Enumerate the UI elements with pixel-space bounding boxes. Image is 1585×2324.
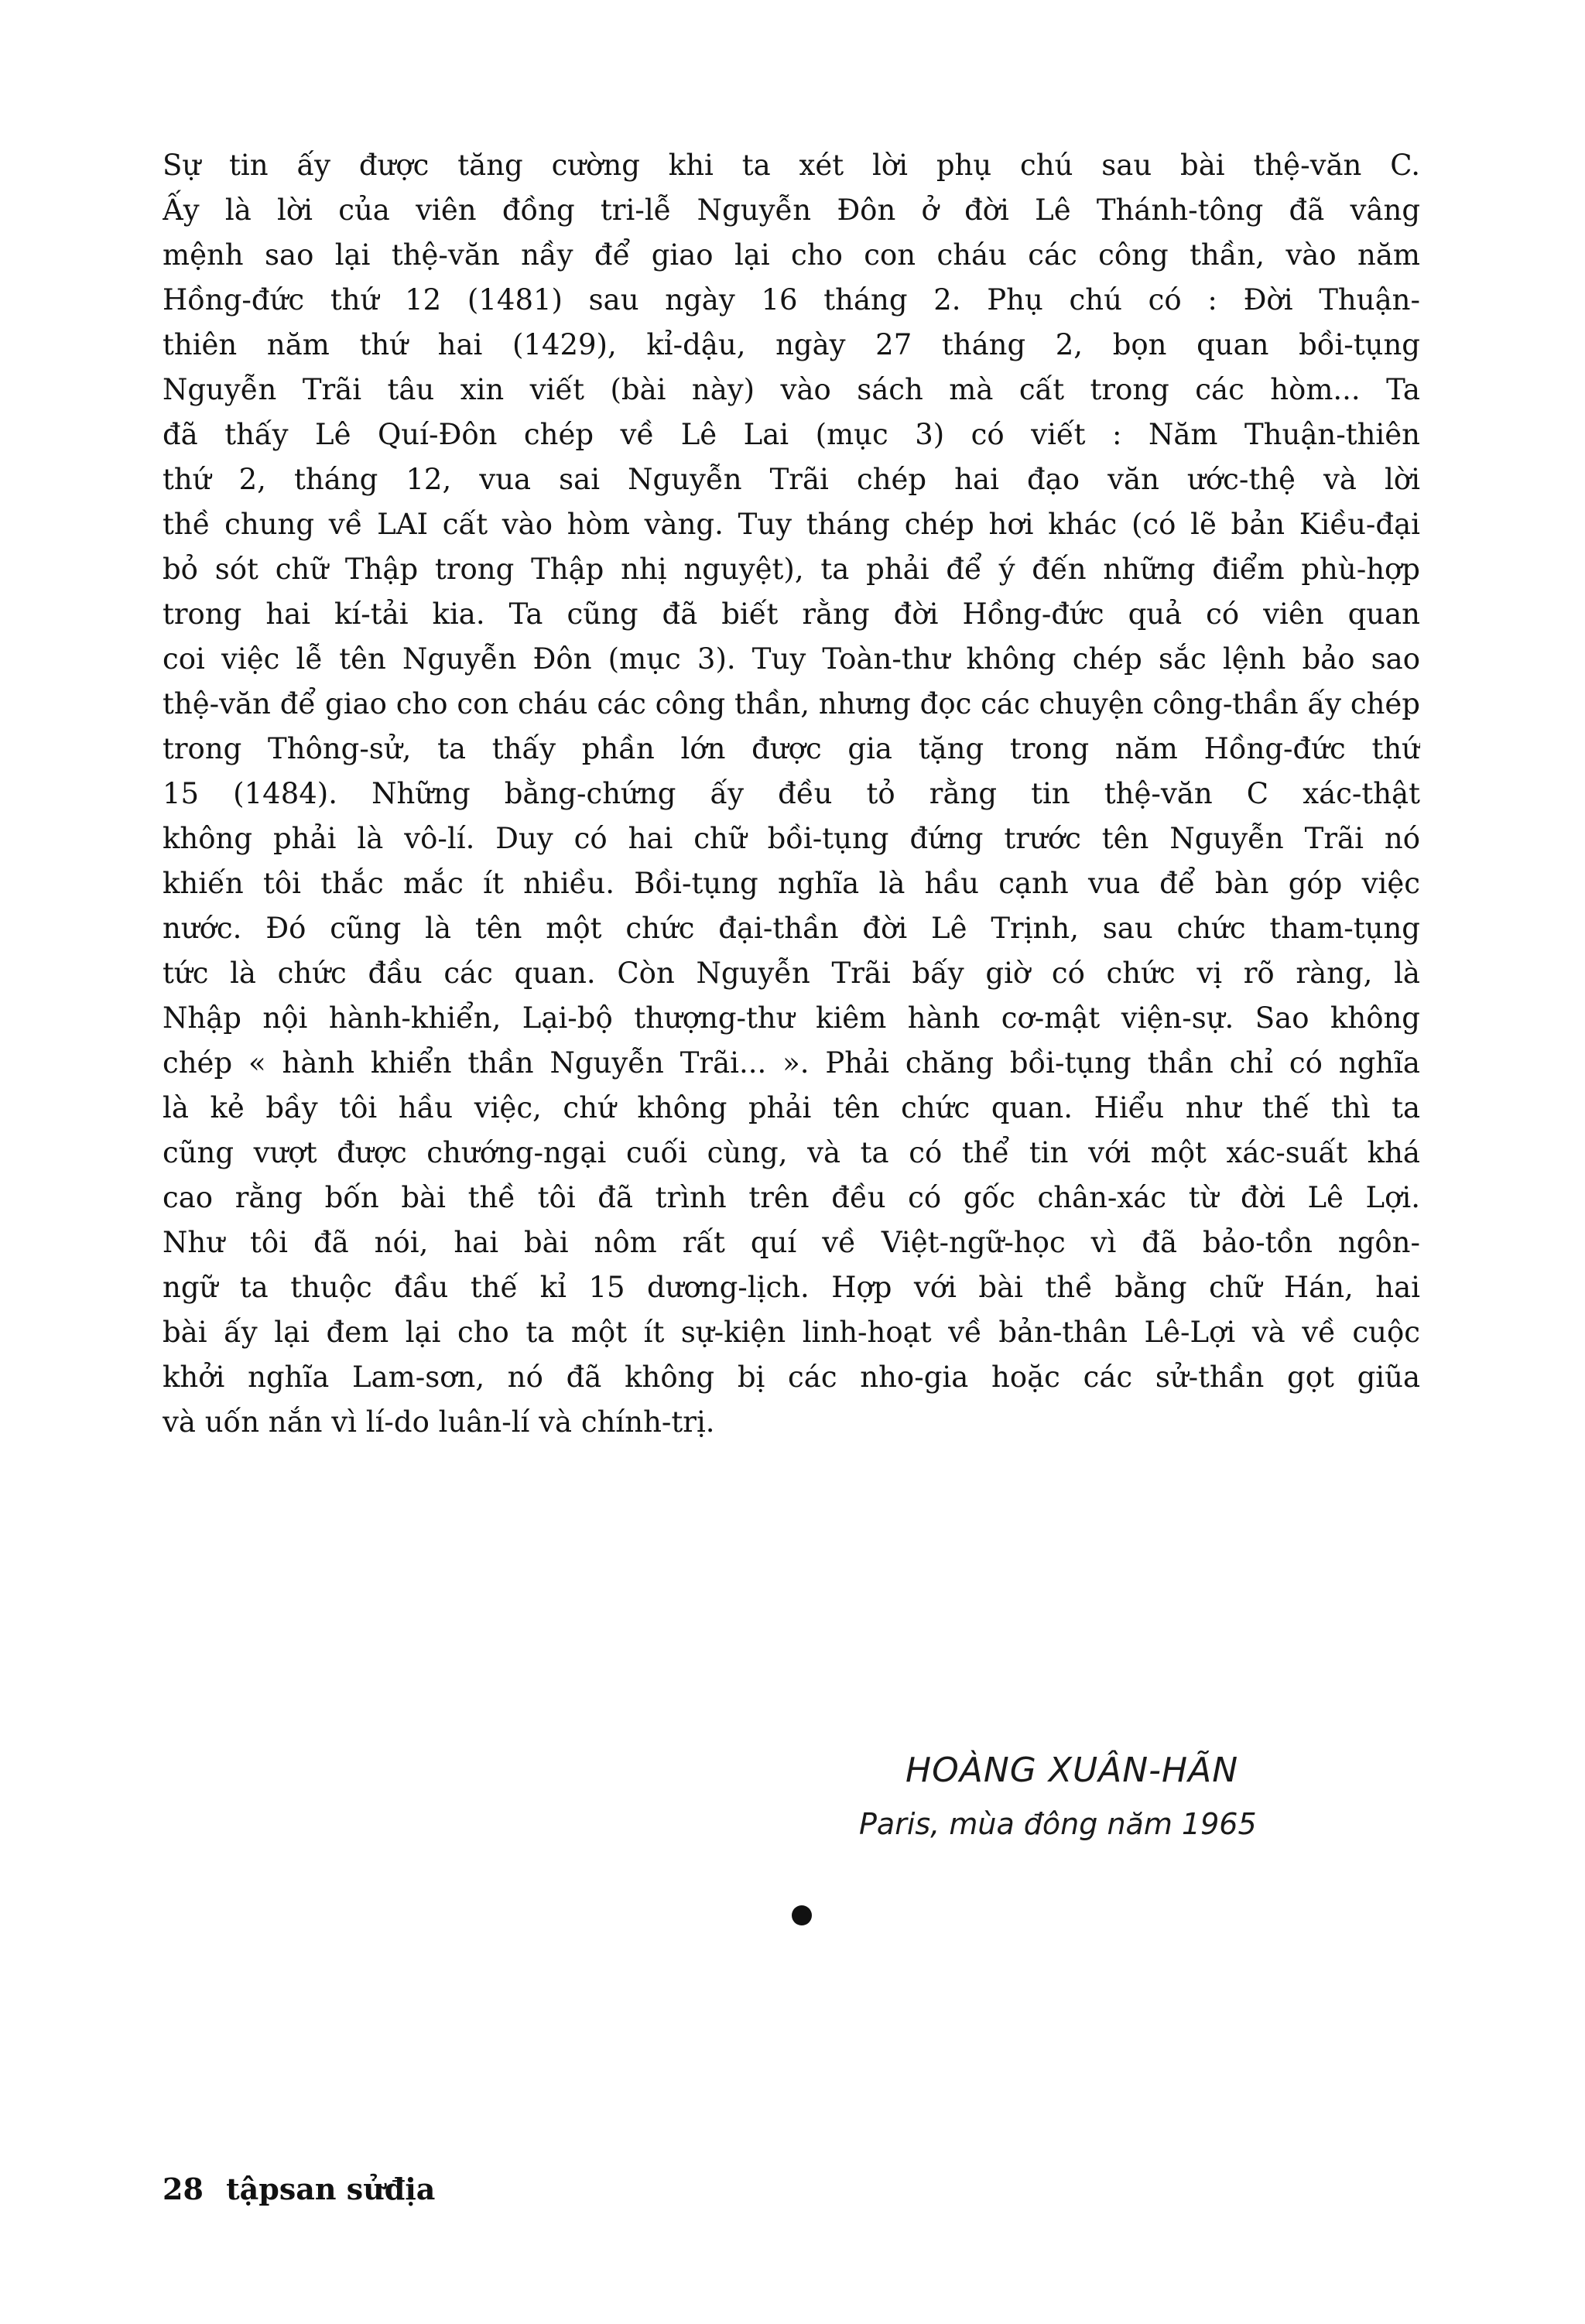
paragraph-line: Như tôi đã nói, hai bài nôm rất quí về Việt-ngữ-học vì đã bảo-tồn ngôn- <box>163 1226 1420 1259</box>
page-footer <box>163 2172 435 2206</box>
paragraph-line: và uốn nắn vì lí-do luân-lí và chính-trị. <box>163 1405 715 1439</box>
publication-name: tậpsan sửđịa <box>226 2172 436 2206</box>
paragraph-line: thề chung về LAI cất vào hòm vàng. Tuy tháng chép hơi khác (có lẽ bản Kiều-đại <box>163 508 1420 541</box>
paragraph-line: mệnh sao lại thệ-văn nầy để giao lại cho con cháu các công thần, vào năm <box>163 238 1420 272</box>
paragraph-line: là kẻ bầy tôi hầu việc, chứ không phải tên chức quan. Hiểu như thế thì ta <box>163 1091 1420 1124</box>
paragraph-line: Hồng-đức thứ 12 (1481) sau ngày 16 tháng 2. Phụ chú có : Đời Thuận- <box>163 283 1420 317</box>
paragraph-line: Sự tin ấy được tăng cường khi ta xét lời phụ chú sau bài thệ-văn C. <box>163 149 1420 182</box>
paragraph-line: khiến tôi thắc mắc ít nhiều. Bồi-tụng nghĩa là hầu cạnh vua để bàn góp việc <box>163 867 1420 900</box>
paragraph-line: tức là chức đầu các quan. Còn Nguyễn Trãi bấy giờ có chức vị rõ ràng, là <box>163 957 1420 990</box>
paragraph-line: chép « hành khiển thần Nguyễn Trãi... ». Phải chăng bồi-tụng thần chỉ có nghĩa <box>163 1046 1420 1080</box>
paragraph-line: nước. Đó cũng là tên một chức đại-thần đời Lê Trịnh, sau chức tham-tụng <box>163 912 1420 945</box>
page-number: 28 <box>163 2172 204 2206</box>
paragraph-line: cao rằng bốn bài thề tôi đã trình trên đều có gốc chân-xác từ đời Lê Lợi. <box>163 1181 1420 1214</box>
section-end-bullet-icon <box>792 1905 812 1925</box>
author-signature: HOÀNG XUÂN-HÃN <box>905 1751 1239 1790</box>
body-paragraph <box>163 143 1420 1445</box>
signature-place-date: Paris, mùa đông năm 1965 <box>859 1807 1257 1841</box>
paragraph-line: trong hai kí-tải kia. Ta cũng đã biết rằng đời Hồng-đức quả có viên quan <box>163 597 1420 631</box>
paragraph-line: thệ-văn để giao cho con cháu các công thần, nhưng đọc các chuyện công-thần ấy chép <box>163 687 1420 720</box>
paragraph-line: khởi nghĩa Lam-sơn, nó đã không bị các nho-gia hoặc các sử-thần gọt giũa <box>163 1361 1420 1394</box>
paragraph-line: trong Thông-sử, ta thấy phần lớn được gia tặng trong năm Hồng-đức thứ <box>163 732 1420 765</box>
paragraph-line: Nhập nội hành-khiển, Lại-bộ thượng-thư kiêm hành cơ-mật viện-sự. Sao không <box>163 1001 1420 1035</box>
paragraph-line: thứ 2, tháng 12, vua sai Nguyễn Trãi chép hai đạo văn ước-thệ và lời <box>163 463 1420 496</box>
paragraph-line: bỏ sót chữ Thập trong Thập nhị nguyệt), ta phải để ý đến những điểm phù-hợp <box>163 553 1420 586</box>
paragraph-line: thiên năm thứ hai (1429), kỉ-dậu, ngày 27 tháng 2, bọn quan bồi-tụng <box>163 328 1420 361</box>
paragraph-line: coi việc lễ tên Nguyễn Đôn (mục 3). Tuy Toàn-thư không chép sắc lệnh bảo sao <box>163 642 1420 676</box>
paragraph-line: Ấy là lời của viên đồng tri-lễ Nguyễn Đôn ở đời Lê Thánh-tông đã vâng <box>163 193 1420 227</box>
paragraph-line: bài ấy lại đem lại cho ta một ít sự-kiện linh-hoạt về bản-thân Lê-Lợi và về cuộc <box>163 1316 1420 1349</box>
paragraph-line: 15 (1484). Những bằng-chứng ấy đều tỏ rằng tin thệ-văn C xác-thật <box>163 777 1420 810</box>
paragraph-line: không phải là vô-lí. Duy có hai chữ bồi-tụng đứng trước tên Nguyễn Trãi nó <box>163 822 1420 855</box>
paragraph-line: đã thấy Lê Quí-Đôn chép về Lê Lai (mục 3) có viết : Năm Thuận-thiên <box>163 418 1420 451</box>
paragraph-line: Nguyễn Trãi tâu xin viết (bài này) vào sách mà cất trong các hòm... Ta <box>163 373 1420 406</box>
paragraph-line: ngữ ta thuộc đầu thế kỉ 15 dương-lịch. Hợp với bài thề bằng chữ Hán, hai <box>163 1271 1420 1304</box>
paragraph-line: cũng vượt được chướng-ngại cuối cùng, và ta có thể tin với một xác-suất khá <box>163 1136 1420 1169</box>
